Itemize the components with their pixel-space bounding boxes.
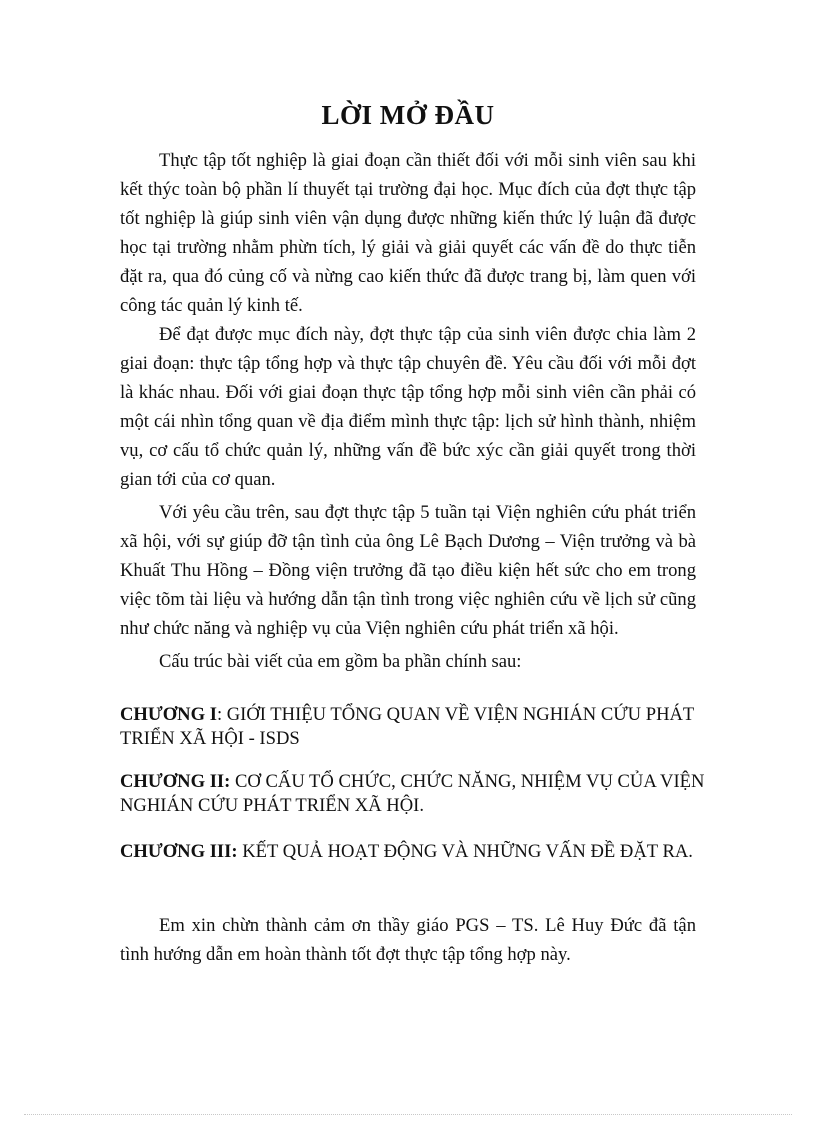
intro-paragraph: Thực tập tốt nghiệp là giai đoạn cần thiết đối với mỗi sinh viên sau khi kết thýc toàn bộ phần lí thuyết tại trường đại học. Mục đích của đợt thực tập tốt nghiệp là giúp sinh viên vận dụng được những kiến thức lý luận đã được học tại trường nhằm phừn tích, lý giải và giải quyết các vấn đề do thực tiễn đặt ra, qua đó củng cố và nừng cao kiến thức đã được trang bị, làm quen với công tác quản lý kinh tế. bbox=[120, 150, 696, 316]
chapter-1-text: GIỚI THIỆU TỔNG QUAN VỀ VIỆN NGHIÁN CỨU PHÁT TRIỂN XÃ HỘI - ISDS bbox=[120, 704, 694, 749]
chapter-3 bbox=[120, 840, 710, 864]
chapter-3-text: KẾT QUẢ HOẠT ĐỘNG VÀ NHỮNG VẤN ĐỀ ĐẶT RA. bbox=[237, 841, 693, 862]
chapter-2 bbox=[120, 770, 710, 818]
acknowledgement-paragraph: Với yêu cầu trên, sau đợt thực tập 5 tuần tại Viện nghiên cứu phát triển xã hội, với sự giúp đỡ tận tình của ông Lê Bạch Dương – Viện trưởng và bà Khuất Thu Hồng – Đồng viện trưởng đã tạo điều kiện hết sức cho em trong việc tõm tài liệu và hướng dẫn tận tình trong việc nghiên cứu về lịch sử cũng như chức năng và nghiệp vụ của Viện nghiên cứu phát triển xã hội. bbox=[120, 502, 696, 639]
chapter-1 bbox=[120, 703, 710, 751]
page-title: LỜI MỞ ĐẦU bbox=[321, 100, 495, 130]
thanks-paragraph: Em xin chừn thành cảm ơn thầy giáo PGS – TS. Lê Huy Đức đã tận tình hướng dẫn em hoàn thành tốt đợt thực tập tổng hợp này. bbox=[120, 915, 696, 965]
chapter-1-separator: : bbox=[216, 704, 223, 725]
chapter-2-label: CHƯƠNG II: bbox=[120, 771, 231, 792]
chapter-3-label: CHƯƠNG III: bbox=[120, 841, 238, 862]
chapter-2-text: CƠ CẤU TỔ CHỨC, CHỨC NĂNG, NHIỆM VỤ CỦA VIỆN NGHIÁN CỨU PHÁT TRIỂN XÃ HỘI. bbox=[120, 771, 705, 816]
structure-intro: Cấu trúc bài viết của em gồm ba phần chính sau: bbox=[159, 651, 522, 672]
chapter-1-label: CHƯƠNG I bbox=[120, 704, 217, 725]
page-bottom-divider bbox=[24, 1114, 792, 1115]
stages-paragraph: Để đạt được mục đích này, đợt thực tập của sinh viên được chia làm 2 giai đoạn: thực tập tổng hợp và thực tập chuyên đề. Yêu cầu đối với mỗi đợt là khác nhau. Đối với giai đoạn thực tập tổng hợp mỗi sinh viên cần phải có một cái nhìn tổng quan về địa điểm mình thực tập: lịch sử hình thành, nhiệm vụ, cơ cấu tổ chức quản lý, những vấn đề bức xýc cần giải quyết trong thời gian tới của cơ quan. bbox=[120, 324, 696, 490]
